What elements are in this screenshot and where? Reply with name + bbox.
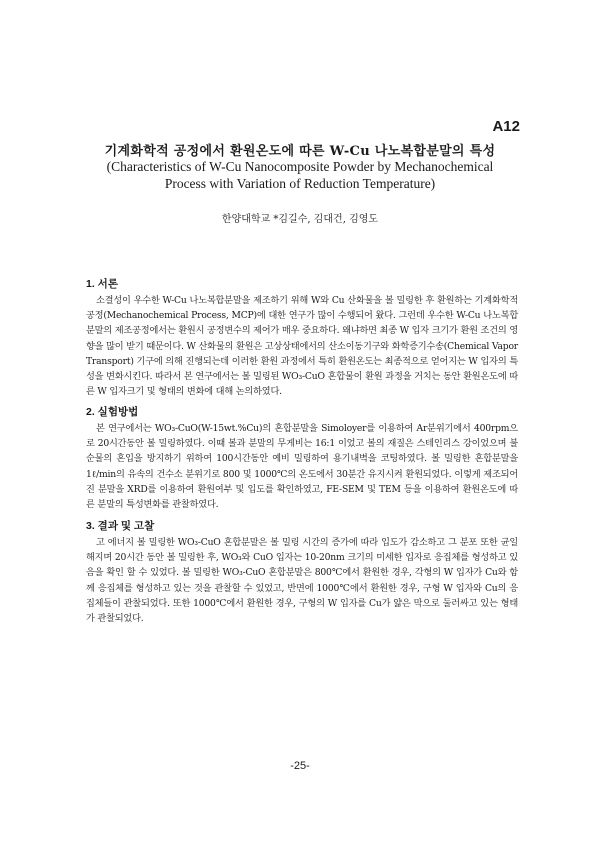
title-korean: 기계화학적 공정에서 환원온도에 따른 W-Cu 나노복합분말의 특성: [104, 144, 496, 159]
title-english-line-1: (Characteristics of W-Cu Nanocomposite Powder by Mechanochemical: [106, 159, 494, 174]
abstract-code: A12: [492, 118, 520, 135]
section-methods: [86, 404, 518, 512]
section-heading: 1. 서론: [86, 278, 118, 290]
section-body: 고 에너지 볼 밀링한 WO₃-CuO 혼합분말은 볼 밀링 시간의 증가에 따라 입도가 감소하고 그 분포 또한 균일해지며 20시간 동안 볼 밀링한 후, WO₃와 CuO 입자는 10-20nm 크기의 미세한 입자로 응집체를 형성하고 있음을 확인 할 수 있었다. 볼 밀링한 WO₃-CuO 혼합분말은 800℃에서 환원한 경우, 각형의 W 입자가 Cu와 함께 응집체를 형성하고 있는 것을 관찰할 수 있었고, 반면에 1000℃에서 환원한 경우, 구형 W 입자와 Cu의 응집체들이 관찰되었다. 또한 1000℃에서 환원한 경우, 구형의 W 입자를 Cu가 얇은 막으로 둘러싸고 있는 형태가 관찰되었다.: [86, 537, 518, 625]
section-heading: 2. 실험방법: [86, 406, 139, 418]
page-number: -25-: [290, 760, 310, 772]
title-english-line-2: Process with Variation of Reduction Temperature): [164, 176, 436, 191]
section-body: 본 연구에서는 WO₃-CuO(W-15wt.%Cu)의 혼합분말을 Simoloyer를 이용하여 Ar분위기에서 400rpm으로 20시간동안 볼 밀링하였다. 이때 볼과 분말의 무게비는 16:1 이었고 볼의 재질은 스테인리스 강이었으며 불순물의 혼입을 방지하기 위하여 100시간동안 예비 밀링하여 용기내벽을 코팅하였다. 볼 밀링한 혼합분말을 1ℓ/min의 유속의 건수소 분위기로 800 및 1000℃의 온도에서 30분간 유지시켜 환원되었다. 이렇게 제조되어진 분말을 XRD를 이용하여 환원여부 및 입도를 확인하였고, FE-SEM 및 TEM 등을 이용하여 환원온도에 따른 분말의 특성변화를 관찰하였다.: [86, 423, 518, 511]
authors: 한양대학교 *김길수, 김대건, 김영도: [221, 214, 379, 225]
section-heading: 3. 결과 및 고찰: [86, 520, 155, 532]
section-body: 소결성이 우수한 W-Cu 나노복합분말을 제조하기 위해 W와 Cu 산화물을 볼 밀링한 후 환원하는 기계화학적 공정(Mechanochemical Process, MCP)에 대한 연구가 많이 수행되어 왔다. 그런데 우수한 W-Cu 나노복합분말의 제조공정에서는 환원시 공정변수의 제어가 매우 중요하다. 왜냐하면 최종 W 입자 크기가 환원 조건의 영향을 많이 받기 때문이다. W 산화물의 환원은 고상상태에서의 산소이동기구와 화학증기수송(Chemical Vapor Transport) 기구에 의해 진행되는데 이러한 환원 과정에서 특히 환원온도는 최종적으로 얻어지는 W 입자의 특성을 변화시킨다. 따라서 본 연구에서는 볼 밀링된 WO₃-CuO 혼합물이 환원 과정을 거치는 동안 환원온도에 따른 W 입자크기 및 형태의 변화에 대해 논의하였다.: [86, 295, 518, 398]
section-introduction: [86, 276, 518, 399]
title-english: [0, 158, 600, 192]
section-results: [86, 518, 518, 626]
